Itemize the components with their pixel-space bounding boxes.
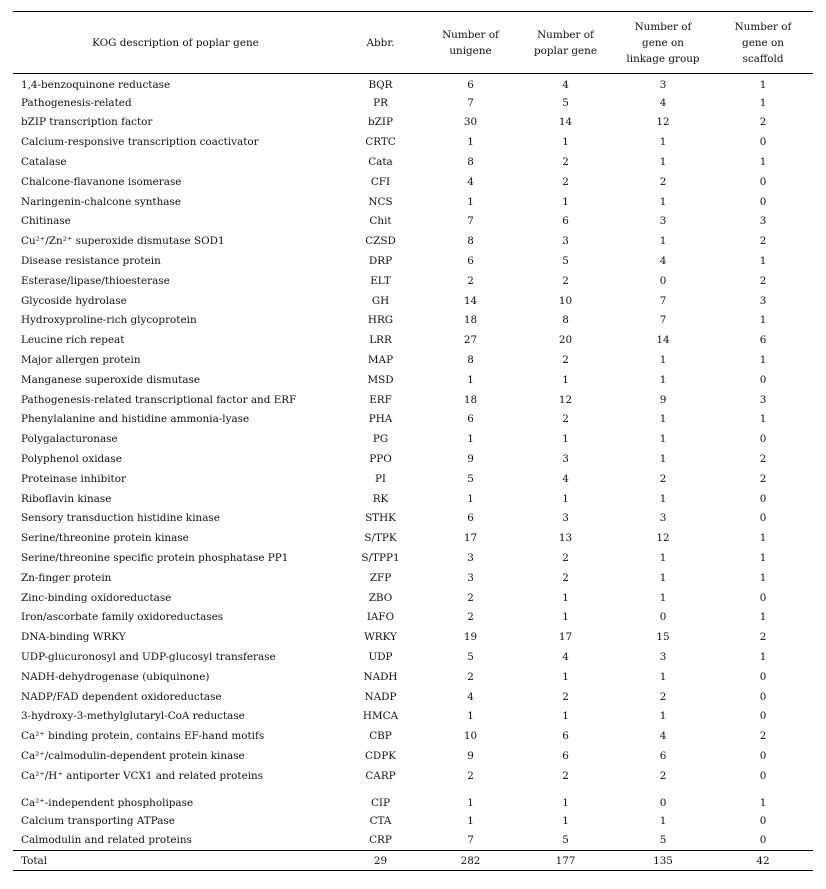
cell-poplar-gene: 2 bbox=[562, 690, 569, 703]
cell-description: Polyphenol oxidase bbox=[21, 453, 122, 466]
cell-scaffold: 0 bbox=[759, 670, 767, 683]
table-row bbox=[13, 766, 813, 786]
cell-unigene: 1 bbox=[467, 136, 474, 149]
table-row bbox=[13, 648, 813, 668]
kog-gene-table-page bbox=[13, 11, 813, 871]
cell-description: Zn-finger protein bbox=[21, 571, 112, 584]
cell-scaffold: 0 bbox=[759, 749, 767, 762]
cell-unigene: 18 bbox=[463, 314, 478, 327]
table-row bbox=[13, 707, 813, 727]
table-row bbox=[13, 370, 813, 390]
table-row bbox=[13, 549, 813, 569]
cell-abbr: LRR bbox=[369, 334, 392, 347]
cell-linkage-group: 0 bbox=[659, 797, 667, 810]
table-body bbox=[13, 74, 813, 851]
cell-linkage-group: 12 bbox=[656, 116, 670, 129]
cell-unigene: 2 bbox=[467, 591, 474, 604]
cell-abbr: S/TPK bbox=[364, 532, 397, 545]
table-row bbox=[13, 133, 813, 153]
table-row bbox=[13, 212, 813, 232]
cell-scaffold: 1 bbox=[759, 611, 767, 624]
cell-unigene: 1 bbox=[467, 433, 474, 446]
table-row bbox=[13, 747, 813, 767]
cell-poplar-gene: 5 bbox=[562, 255, 569, 268]
cell-scaffold: 0 bbox=[759, 136, 767, 149]
cell-abbr: NCS bbox=[368, 195, 393, 208]
cell-scaffold: 0 bbox=[759, 512, 767, 525]
cell-unigene: 2 bbox=[467, 769, 474, 782]
table-row bbox=[13, 153, 813, 173]
cell-description: Manganese superoxide dismutase bbox=[21, 373, 201, 386]
header-description: KOG description of poplar gene bbox=[13, 12, 338, 74]
cell-description: Catalase bbox=[21, 156, 67, 169]
table-row bbox=[13, 252, 813, 272]
cell-abbr: S/TPP1 bbox=[361, 552, 400, 565]
cell-linkage-group: 9 bbox=[659, 393, 667, 406]
cell-linkage-group: 1 bbox=[659, 492, 667, 505]
cell-unigene: 6 bbox=[467, 78, 474, 91]
table-row bbox=[13, 469, 813, 489]
header-scaffold: Number of gene on scaffold bbox=[713, 12, 813, 74]
cell-scaffold: 1 bbox=[759, 314, 767, 327]
cell-linkage-group: 1 bbox=[659, 156, 667, 169]
cell-unigene: 1 bbox=[467, 710, 474, 723]
cell-description: Ca²⁺/calmodulin-dependent protein kinase bbox=[21, 749, 245, 762]
cell-unigene: 1 bbox=[467, 814, 474, 827]
header-abbr: Abbr. bbox=[338, 12, 423, 74]
cell-unigene: 1 bbox=[467, 797, 474, 810]
cell-unigene: 8 bbox=[467, 235, 474, 248]
cell-poplar-gene: 2 bbox=[562, 552, 569, 565]
cell-poplar-gene: 2 bbox=[562, 769, 569, 782]
cell-description: Cu²⁺/Zn²⁺ superoxide dismutase SOD1 bbox=[21, 235, 225, 248]
cell-description: bZIP transcription factor bbox=[21, 116, 153, 129]
cell-abbr: PHA bbox=[368, 413, 393, 426]
total-scaffold: 42 bbox=[713, 851, 813, 871]
cell-scaffold: 0 bbox=[759, 710, 767, 723]
cell-poplar-gene: 3 bbox=[562, 453, 569, 466]
cell-unigene: 19 bbox=[463, 631, 478, 644]
cell-linkage-group: 1 bbox=[659, 571, 667, 584]
cell-abbr: CIP bbox=[370, 797, 391, 810]
cell-linkage-group: 12 bbox=[656, 532, 670, 545]
cell-abbr: PG bbox=[372, 433, 389, 446]
cell-description: 3-hydroxy-3-methylglutaryl-CoA reductase bbox=[21, 710, 245, 723]
cell-description: Chitinase bbox=[21, 215, 71, 228]
cell-description: Calcium transporting ATPase bbox=[21, 814, 175, 827]
cell-scaffold: 2 bbox=[759, 453, 767, 466]
cell-abbr: MSD bbox=[367, 373, 394, 386]
cell-scaffold: 1 bbox=[759, 78, 767, 91]
cell-unigene: 6 bbox=[467, 255, 474, 268]
cell-description: Ca²⁺-independent phospholipase bbox=[21, 797, 194, 810]
cell-scaffold: 3 bbox=[759, 393, 767, 406]
cell-unigene: 10 bbox=[463, 730, 478, 743]
cell-linkage-group: 1 bbox=[659, 814, 667, 827]
cell-poplar-gene: 12 bbox=[558, 393, 573, 406]
cell-scaffold: 1 bbox=[759, 156, 767, 169]
cell-description: Serine/threonine specific protein phosphatase PP1 bbox=[21, 552, 289, 565]
cell-abbr: Cata bbox=[368, 156, 393, 169]
cell-description: UDP-glucuronosyl and UDP-glucosyl transferase bbox=[21, 651, 276, 663]
table-row bbox=[13, 430, 813, 450]
table-row bbox=[13, 113, 813, 133]
cell-abbr: BQR bbox=[368, 78, 393, 91]
cell-abbr: CDPK bbox=[364, 749, 397, 762]
cell-abbr: PR bbox=[373, 96, 388, 109]
cell-unigene: 4 bbox=[467, 175, 474, 188]
cell-description: Pathogenesis-related bbox=[21, 96, 132, 109]
total-label: Total bbox=[13, 851, 338, 871]
cell-unigene: 4 bbox=[467, 690, 474, 703]
cell-linkage-group: 2 bbox=[659, 690, 667, 703]
cell-poplar-gene: 1 bbox=[562, 670, 569, 683]
cell-linkage-group: 0 bbox=[659, 611, 667, 624]
cell-description: Chalcone-flavanone isomerase bbox=[21, 175, 182, 188]
total-row bbox=[13, 851, 813, 871]
cell-description: Esterase/lipase/thioesterase bbox=[21, 274, 170, 287]
cell-scaffold: 1 bbox=[759, 96, 767, 109]
table-row bbox=[13, 489, 813, 509]
header-poplar-gene: Number of poplar gene bbox=[518, 12, 613, 74]
cell-unigene: 9 bbox=[467, 749, 474, 762]
cell-unigene: 30 bbox=[463, 116, 478, 129]
cell-description: DNA-binding WRKY bbox=[21, 631, 126, 644]
cell-poplar-gene: 2 bbox=[562, 413, 569, 426]
table-row bbox=[13, 172, 813, 192]
cell-linkage-group: 3 bbox=[659, 78, 667, 91]
cell-linkage-group: 7 bbox=[659, 294, 667, 307]
cell-abbr: ELT bbox=[370, 274, 391, 287]
cell-description: Ca²⁺/H⁺ antiporter VCX1 and related proteins bbox=[21, 769, 264, 782]
cell-scaffold: 2 bbox=[759, 472, 767, 485]
cell-scaffold: 0 bbox=[759, 175, 767, 188]
cell-poplar-gene: 10 bbox=[558, 294, 573, 307]
table-row bbox=[13, 811, 813, 831]
cell-poplar-gene: 3 bbox=[562, 235, 569, 248]
cell-abbr: GH bbox=[371, 294, 390, 307]
cell-description: Disease resistance protein bbox=[21, 255, 161, 268]
cell-abbr: STHK bbox=[365, 512, 396, 525]
cell-scaffold: 0 bbox=[759, 834, 767, 847]
cell-linkage-group: 1 bbox=[659, 373, 667, 386]
table-row bbox=[13, 608, 813, 628]
cell-poplar-gene: 1 bbox=[562, 797, 569, 810]
cell-poplar-gene: 14 bbox=[558, 116, 573, 129]
cell-poplar-gene: 5 bbox=[562, 96, 569, 109]
cell-poplar-gene: 2 bbox=[562, 156, 569, 169]
cell-poplar-gene: 1 bbox=[562, 492, 569, 505]
cell-linkage-group: 1 bbox=[659, 710, 667, 723]
cell-abbr: PPO bbox=[369, 453, 392, 466]
cell-abbr: WRKY bbox=[364, 631, 397, 644]
cell-scaffold: 3 bbox=[759, 215, 767, 228]
cell-description: NADH-dehydrogenase (ubiquinone) bbox=[21, 670, 210, 683]
cell-poplar-gene: 1 bbox=[562, 611, 569, 624]
cell-description: Zinc-binding oxidoreductase bbox=[21, 591, 172, 604]
cell-scaffold: 1 bbox=[759, 651, 767, 663]
cell-scaffold: 1 bbox=[759, 354, 767, 367]
cell-description: Leucine rich repeat bbox=[21, 334, 125, 347]
cell-abbr: CTA bbox=[369, 814, 392, 827]
cell-scaffold: 2 bbox=[759, 730, 767, 743]
cell-linkage-group: 4 bbox=[659, 96, 667, 109]
cell-unigene: 2 bbox=[467, 274, 474, 287]
cell-linkage-group: 14 bbox=[656, 334, 670, 347]
cell-description: Serine/threonine protein kinase bbox=[21, 532, 189, 545]
cell-poplar-gene: 17 bbox=[558, 631, 573, 644]
cell-poplar-gene: 1 bbox=[562, 591, 569, 604]
cell-scaffold: 0 bbox=[759, 195, 767, 208]
cell-unigene: 1 bbox=[467, 195, 474, 208]
table-row bbox=[13, 529, 813, 549]
cell-poplar-gene: 20 bbox=[558, 334, 573, 347]
cell-linkage-group: 1 bbox=[659, 136, 667, 149]
cell-description: Phenylalanine and histidine ammonia-lyase bbox=[21, 413, 250, 426]
cell-linkage-group: 3 bbox=[659, 651, 667, 663]
cell-linkage-group: 2 bbox=[659, 175, 667, 188]
cell-abbr: CBP bbox=[369, 730, 392, 743]
table-row bbox=[13, 628, 813, 648]
cell-description: Sensory transduction histidine kinase bbox=[21, 512, 220, 525]
cell-scaffold: 1 bbox=[759, 532, 767, 545]
cell-unigene: 27 bbox=[463, 334, 478, 347]
cell-poplar-gene: 1 bbox=[562, 433, 569, 446]
cell-linkage-group: 1 bbox=[659, 670, 667, 683]
table-row bbox=[13, 232, 813, 252]
cell-abbr: DRP bbox=[368, 255, 393, 268]
kog-gene-table bbox=[13, 11, 813, 871]
cell-unigene: 8 bbox=[467, 156, 474, 169]
cell-description: Hydroxyproline-rich glycoprotein bbox=[21, 314, 197, 327]
cell-linkage-group: 2 bbox=[659, 472, 667, 485]
cell-description: Calcium-responsive transcription coactivator bbox=[21, 136, 259, 149]
total-unigene: 282 bbox=[423, 851, 518, 871]
cell-scaffold: 2 bbox=[759, 631, 767, 644]
cell-poplar-gene: 1 bbox=[562, 195, 569, 208]
cell-abbr: PI bbox=[374, 472, 387, 485]
cell-linkage-group: 15 bbox=[656, 631, 670, 644]
cell-linkage-group: 3 bbox=[659, 215, 667, 228]
cell-abbr: NADP bbox=[364, 690, 397, 703]
cell-abbr: UDP bbox=[368, 651, 393, 663]
cell-linkage-group: 1 bbox=[659, 591, 667, 604]
cell-unigene: 2 bbox=[467, 670, 474, 683]
table-row bbox=[13, 727, 813, 747]
table-row bbox=[13, 588, 813, 608]
cell-unigene: 3 bbox=[467, 571, 474, 584]
cell-linkage-group: 1 bbox=[659, 552, 667, 565]
cell-description: Polygalacturonase bbox=[21, 433, 118, 446]
table-row bbox=[13, 74, 813, 94]
total-abbr: 29 bbox=[338, 851, 423, 871]
table-row bbox=[13, 271, 813, 291]
cell-scaffold: 3 bbox=[759, 294, 767, 307]
table-row bbox=[13, 390, 813, 410]
cell-unigene: 9 bbox=[467, 453, 474, 466]
cell-poplar-gene: 6 bbox=[562, 215, 569, 228]
table-row bbox=[13, 831, 813, 851]
cell-poplar-gene: 1 bbox=[562, 373, 569, 386]
cell-linkage-group: 4 bbox=[659, 255, 667, 268]
cell-description: Glycoside hydrolase bbox=[21, 294, 127, 307]
cell-unigene: 1 bbox=[467, 373, 474, 386]
header-linkage-group: Number of gene on linkage group bbox=[613, 12, 713, 74]
total-linkage-group: 135 bbox=[613, 851, 713, 871]
cell-linkage-group: 6 bbox=[659, 749, 667, 762]
cell-poplar-gene: 6 bbox=[562, 749, 569, 762]
cell-scaffold: 0 bbox=[759, 492, 767, 505]
cell-poplar-gene: 13 bbox=[558, 532, 573, 545]
cell-linkage-group: 1 bbox=[659, 413, 667, 426]
table-row bbox=[13, 410, 813, 430]
cell-linkage-group: 4 bbox=[659, 730, 667, 743]
cell-scaffold: 0 bbox=[759, 814, 767, 827]
cell-unigene: 1 bbox=[467, 492, 474, 505]
cell-scaffold: 0 bbox=[759, 373, 767, 386]
cell-scaffold: 2 bbox=[759, 116, 767, 129]
cell-linkage-group: 3 bbox=[659, 512, 667, 525]
cell-scaffold: 6 bbox=[759, 334, 767, 347]
table-row bbox=[13, 311, 813, 331]
cell-unigene: 18 bbox=[463, 393, 478, 406]
cell-abbr: HMCA bbox=[362, 710, 399, 723]
cell-scaffold: 1 bbox=[759, 413, 767, 426]
cell-abbr: bZIP bbox=[368, 116, 393, 129]
cell-abbr: MAP bbox=[367, 354, 394, 367]
cell-poplar-gene: 1 bbox=[562, 136, 569, 149]
cell-unigene: 6 bbox=[467, 413, 474, 426]
cell-description: Pathogenesis-related transcriptional factor and ERF bbox=[21, 393, 297, 406]
cell-scaffold: 0 bbox=[759, 690, 767, 703]
header-unigene: Number of unigene bbox=[423, 12, 518, 74]
table-row bbox=[13, 192, 813, 212]
cell-unigene: 5 bbox=[467, 472, 474, 485]
cell-abbr: ERF bbox=[369, 393, 392, 406]
table-header-row bbox=[13, 12, 813, 74]
cell-description: Naringenin-chalcone synthase bbox=[21, 195, 181, 208]
table-row bbox=[13, 331, 813, 351]
cell-linkage-group: 1 bbox=[659, 354, 667, 367]
cell-scaffold: 1 bbox=[759, 255, 767, 268]
cell-unigene: 7 bbox=[467, 96, 474, 109]
cell-poplar-gene: 1 bbox=[562, 814, 569, 827]
cell-poplar-gene: 2 bbox=[562, 571, 569, 584]
cell-poplar-gene: 8 bbox=[562, 314, 569, 327]
cell-poplar-gene: 4 bbox=[562, 651, 569, 663]
table-row bbox=[13, 291, 813, 311]
cell-poplar-gene: 6 bbox=[562, 730, 569, 743]
cell-poplar-gene: 2 bbox=[562, 175, 569, 188]
cell-linkage-group: 1 bbox=[659, 235, 667, 248]
cell-poplar-gene: 4 bbox=[562, 472, 569, 485]
cell-abbr: CARP bbox=[365, 769, 396, 782]
cell-description: Proteinase inhibitor bbox=[21, 472, 126, 485]
cell-abbr: IAFO bbox=[366, 611, 395, 624]
cell-poplar-gene: 3 bbox=[562, 512, 569, 525]
cell-linkage-group: 2 bbox=[659, 769, 667, 782]
cell-abbr: CRTC bbox=[365, 136, 396, 149]
cell-abbr: CZSD bbox=[365, 235, 396, 248]
cell-scaffold: 0 bbox=[759, 591, 767, 604]
table-row bbox=[13, 568, 813, 588]
cell-poplar-gene: 2 bbox=[562, 274, 569, 287]
cell-scaffold: 0 bbox=[759, 769, 767, 782]
cell-description: NADP/FAD dependent oxidoreductase bbox=[21, 690, 222, 703]
cell-unigene: 14 bbox=[463, 294, 478, 307]
cell-abbr: CRP bbox=[369, 834, 392, 847]
cell-unigene: 7 bbox=[467, 215, 474, 228]
cell-abbr: NADH bbox=[363, 670, 398, 683]
table-row bbox=[13, 351, 813, 371]
total-poplar-gene: 177 bbox=[518, 851, 613, 871]
table-row bbox=[13, 93, 813, 113]
cell-abbr: RK bbox=[372, 492, 389, 505]
cell-poplar-gene: 4 bbox=[562, 78, 569, 91]
cell-abbr: Chit bbox=[369, 215, 392, 228]
cell-scaffold: 2 bbox=[759, 274, 767, 287]
cell-linkage-group: 1 bbox=[659, 433, 667, 446]
cell-scaffold: 1 bbox=[759, 797, 767, 810]
table-row bbox=[13, 786, 813, 811]
cell-scaffold: 1 bbox=[759, 552, 767, 565]
cell-description: Major allergen protein bbox=[21, 354, 141, 367]
cell-unigene: 8 bbox=[467, 354, 474, 367]
cell-unigene: 2 bbox=[467, 611, 474, 624]
cell-unigene: 6 bbox=[467, 512, 474, 525]
cell-linkage-group: 5 bbox=[659, 834, 667, 847]
table-row bbox=[13, 667, 813, 687]
cell-abbr: ZBO bbox=[368, 591, 393, 604]
table-row bbox=[13, 687, 813, 707]
cell-abbr: HRG bbox=[367, 314, 394, 327]
cell-description: Calmodulin and related proteins bbox=[21, 834, 192, 847]
cell-linkage-group: 7 bbox=[659, 314, 667, 327]
cell-poplar-gene: 5 bbox=[562, 834, 569, 847]
cell-description: 1,4-benzoquinone reductase bbox=[21, 78, 171, 91]
cell-poplar-gene: 2 bbox=[562, 354, 569, 367]
cell-linkage-group: 0 bbox=[659, 274, 667, 287]
cell-scaffold: 1 bbox=[759, 571, 767, 584]
cell-unigene: 5 bbox=[467, 651, 474, 663]
cell-unigene: 17 bbox=[463, 532, 478, 545]
cell-abbr: CFI bbox=[370, 175, 391, 188]
cell-abbr: ZFP bbox=[369, 571, 392, 584]
table-row bbox=[13, 509, 813, 529]
table-row bbox=[13, 450, 813, 470]
cell-unigene: 7 bbox=[467, 834, 474, 847]
cell-unigene: 3 bbox=[467, 552, 474, 565]
cell-description: Ca²⁺ binding protein, contains EF-hand motifs bbox=[21, 730, 265, 743]
cell-description: Iron/ascorbate family oxidoreductases bbox=[21, 611, 224, 624]
cell-linkage-group: 1 bbox=[659, 195, 667, 208]
cell-description: Riboflavin kinase bbox=[21, 492, 112, 505]
cell-poplar-gene: 1 bbox=[562, 710, 569, 723]
cell-scaffold: 2 bbox=[759, 235, 767, 248]
cell-scaffold: 0 bbox=[759, 433, 767, 446]
cell-linkage-group: 1 bbox=[659, 453, 667, 466]
